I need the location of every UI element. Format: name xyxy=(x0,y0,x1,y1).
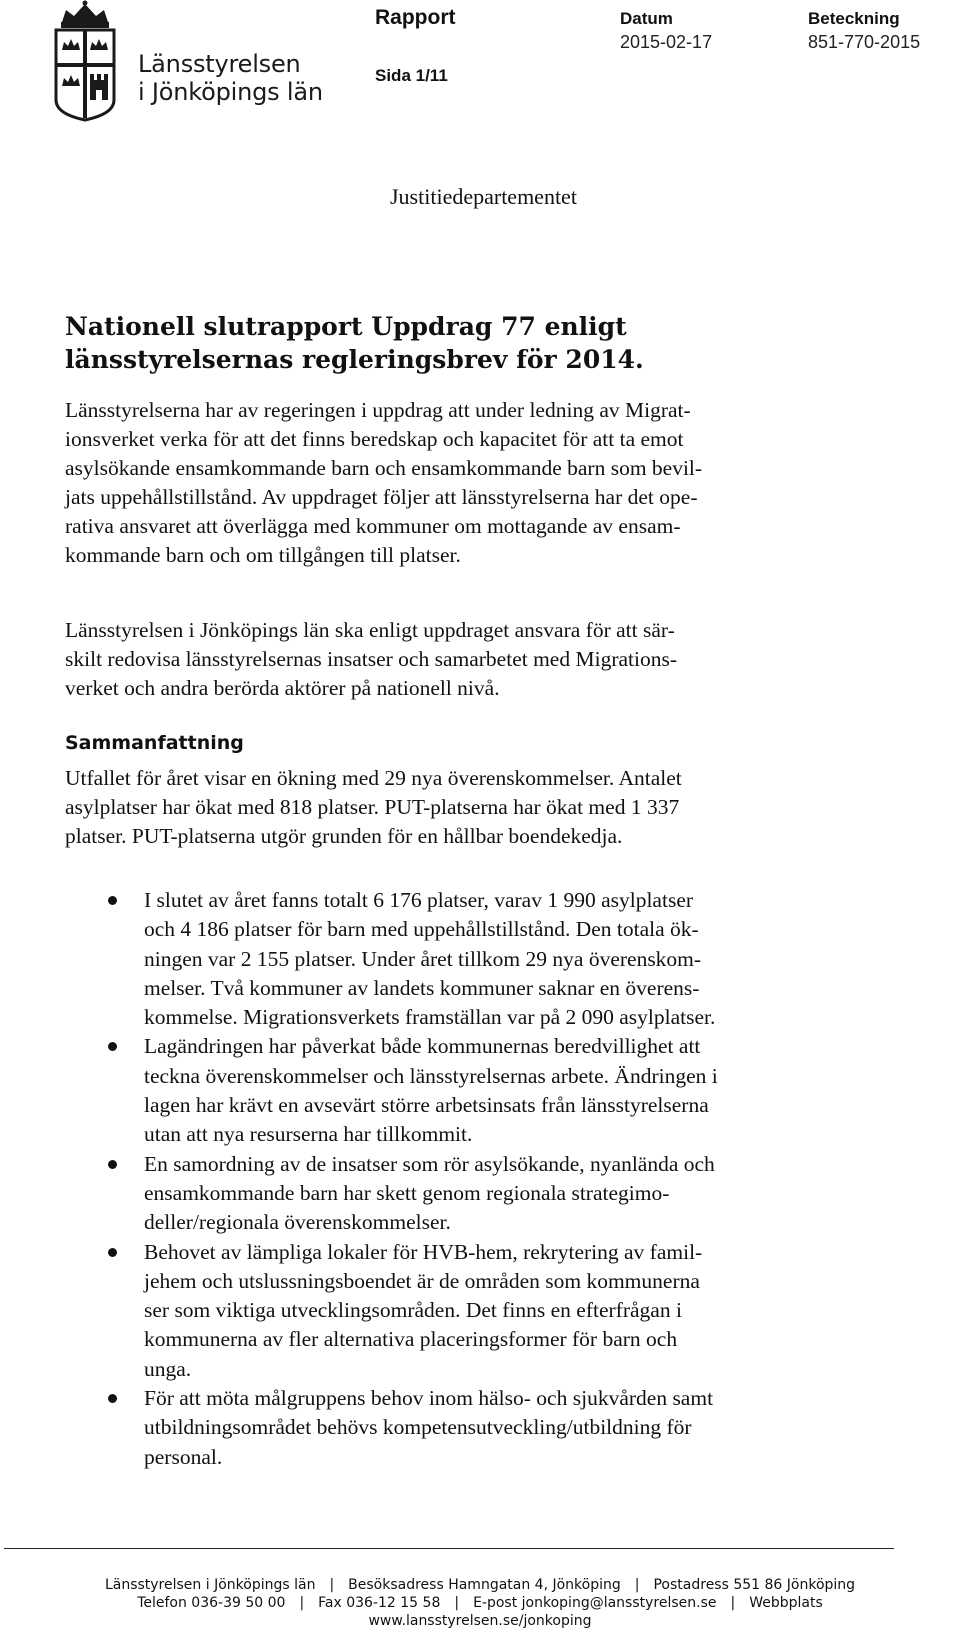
page-number: Sida 1/11 xyxy=(375,66,448,85)
bullet-line: personal. xyxy=(144,1444,223,1469)
coat-of-arms-logo xyxy=(52,0,118,122)
date-label: Datum xyxy=(620,9,673,28)
footer-web-url[interactable]: www.lansstyrelsen.se/jonkoping xyxy=(368,1613,592,1629)
paragraph-line: verket och andra berörda aktörer på nationell nivå. xyxy=(65,676,500,700)
footer-divider xyxy=(4,1548,894,1549)
footer-separator: | xyxy=(454,1595,460,1611)
reference-label: Beteckning xyxy=(808,9,900,28)
footer-visit-address: Besöksadress Hamngatan 4, Jönköping xyxy=(348,1577,621,1593)
bullet-line: och 4 186 platser för barn med uppehållstillstånd. Den totala ök- xyxy=(144,917,699,942)
bullet-dot-icon xyxy=(108,1160,117,1169)
bullet-line: utan att nya resurserna har tillkommit. xyxy=(144,1122,473,1147)
footer-separator: | xyxy=(329,1577,335,1593)
doc-type: Rapport xyxy=(375,6,456,29)
paragraph-line: skilt redovisa länsstyrelsernas insatser och samarbetet med Migrations- xyxy=(65,647,677,671)
bullet-line: ser som viktiga utvecklingsområden. Det finns en efterfrågan i xyxy=(144,1298,682,1323)
bullet-dot-icon xyxy=(108,896,117,905)
bullet-line: kommelse. Migrationsverkets framställan var på 2 090 asylplatser. xyxy=(144,1005,716,1030)
recipient: Justitiedepartementet xyxy=(390,184,577,209)
footer-org: Länsstyrelsen i Jönköpings län xyxy=(104,1577,316,1593)
paragraph-line: rativa ansvaret att överlägga med kommuner om mottagande av ensam- xyxy=(65,514,681,538)
bullet-item xyxy=(108,1032,848,1149)
footer-line-1 xyxy=(0,1576,960,1594)
footer-separator: | xyxy=(299,1595,305,1611)
bullet-line: kommunerna av fler alternativa placeringsformer för barn och xyxy=(144,1327,678,1352)
paragraph-line: platser. PUT-platserna utgör grunden för en hållbar boendekedja. xyxy=(65,824,623,848)
bullet-line: ningen var 2 155 platser. Under året tillkom 29 nya överenskom- xyxy=(144,946,702,971)
paragraph-line: ionsverket verka för att det finns beredskap och kapacitet för att ta emot xyxy=(65,427,684,451)
bullet-line: jehem och utslussningsboendet är de områden som kommunerna xyxy=(144,1268,700,1293)
footer-separator: | xyxy=(634,1577,640,1593)
intro-paragraph xyxy=(65,396,825,570)
summary-bullet-list xyxy=(108,886,848,1472)
footer-line-3 xyxy=(0,1612,960,1630)
bullet-line: utbildningsområdet behövs kompetensutveckling/utbildning för xyxy=(144,1415,692,1440)
paragraph-line: Länsstyrelsen i Jönköpings län ska enligt uppdraget ansvara för att sär- xyxy=(65,618,675,642)
summary-paragraph xyxy=(65,764,825,851)
footer-postal-address: Postadress 551 86 Jönköping xyxy=(653,1577,856,1593)
bullet-item xyxy=(108,886,848,1032)
footer-email[interactable]: E-post jonkoping@lansstyrelsen.se xyxy=(473,1595,717,1611)
bullet-dot-icon xyxy=(108,1248,117,1257)
reference-value: 851-770-2015 xyxy=(808,32,921,52)
title-line: Nationell slutrapport Uppdrag 77 enligt xyxy=(65,312,627,341)
bullet-line: Lagändringen har påverkat både kommunernas beredvillighet att xyxy=(144,1034,701,1059)
bullet-item xyxy=(108,1384,848,1472)
paragraph-line: Utfallet för året visar en ökning med 29 nya överenskommelser. Antalet xyxy=(65,766,682,790)
paragraph-line: asylsökande ensamkommande barn och ensamkommande barn som bevil- xyxy=(65,456,703,480)
org-name-line1: Länsstyrelsen xyxy=(138,50,301,78)
bullet-line: deller/regionala överenskommelser. xyxy=(144,1210,451,1235)
bullet-line: ensamkommande barn har skett genom regionala strategimo- xyxy=(144,1180,670,1205)
footer-line-2 xyxy=(0,1594,960,1612)
paragraph-line: Länsstyrelserna har av regeringen i uppdrag att under ledning av Migrat- xyxy=(65,398,691,422)
bullet-line: För att möta målgruppens behov inom hälso- och sjukvården samt xyxy=(144,1386,714,1411)
title-line: länsstyrelsernas regleringsbrev för 2014. xyxy=(65,345,644,374)
paragraph-line: kommande barn och om tillgången till platser. xyxy=(65,543,461,567)
paragraph-line: asylplatser har ökat med 818 platser. PUT-platserna har ökat med 1 337 xyxy=(65,795,680,819)
paragraph-line: jats uppehållstillstånd. Av uppdraget följer att länsstyrelserna har det ope- xyxy=(65,485,698,509)
bullet-line: lagen har krävt en avsevärt större arbetsinsats från länsstyrelserna xyxy=(144,1093,709,1118)
bullet-dot-icon xyxy=(108,1394,117,1403)
bullet-line: Behovet av lämpliga lokaler för HVB-hem, rekrytering av famil- xyxy=(144,1239,703,1264)
second-paragraph xyxy=(65,616,825,703)
footer-web-label: Webbplats xyxy=(749,1595,823,1611)
document-title xyxy=(65,310,644,376)
footer-phone: Telefon 036-39 50 00 xyxy=(137,1595,286,1611)
bullet-line: En samordning av de insatser som rör asylsökande, nyanlända och xyxy=(144,1151,715,1176)
bullet-line: melser. Två kommuner av landets kommuner saknar en överens- xyxy=(144,975,700,1000)
org-name-line2: i Jönköpings län xyxy=(138,78,323,106)
bullet-line: teckna överenskommelser och länsstyrelsernas arbete. Ändringen i xyxy=(144,1063,718,1088)
bullet-line: I slutet av året fanns totalt 6 176 platser, varav 1 990 asylplatser xyxy=(144,888,694,912)
footer-fax: Fax 036-12 15 58 xyxy=(318,1595,441,1611)
summary-heading: Sammanfattning xyxy=(65,732,244,754)
bullet-dot-icon xyxy=(108,1042,117,1051)
bullet-item xyxy=(108,1238,848,1384)
bullet-item xyxy=(108,1150,848,1238)
date-value: 2015-02-17 xyxy=(620,32,713,52)
bullet-line: unga. xyxy=(144,1356,192,1381)
footer-separator: | xyxy=(730,1595,736,1611)
